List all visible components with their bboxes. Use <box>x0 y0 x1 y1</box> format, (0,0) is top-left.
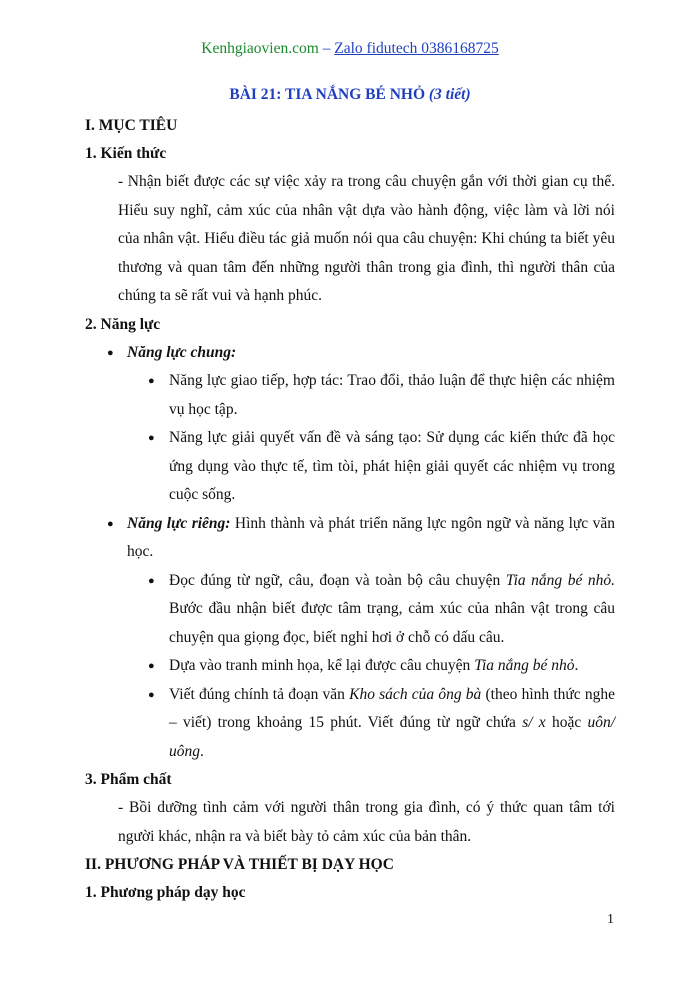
subheading-knowledge: 1. Kiến thức <box>85 145 167 162</box>
document-body <box>85 112 615 907</box>
spelling-pair: uôn/ uông <box>169 714 616 760</box>
bullet-icon: ● <box>107 346 114 359</box>
specific-item-text: Đọc đúng từ ngữ, câu, đoạn và toàn bộ câu chuyện <box>169 571 506 589</box>
bullet-icon: ● <box>148 574 155 587</box>
subheading-quality: 3. Phẩm chất <box>85 771 172 788</box>
list-item <box>148 567 615 653</box>
section-heading-objectives: I. MỤC TIÊU <box>85 117 178 134</box>
specific-competence-text: Hình thành và phát triển năng lực ngôn ngữ và năng lực văn học. <box>127 514 615 560</box>
list-item <box>107 510 615 767</box>
header-separator: – <box>318 40 335 57</box>
bullet-icon: ● <box>148 660 155 672</box>
lesson-title-main: BÀI 21: TIA NẮNG BÉ NHỎ <box>229 86 429 103</box>
page-number: 1 <box>607 912 614 927</box>
story-title: Tia nắng bé nhỏ <box>474 657 575 674</box>
specific-item-text: . <box>200 742 204 760</box>
site-name[interactable]: Kenhgiaovien.com <box>201 40 319 57</box>
list-item <box>148 367 615 424</box>
list-item <box>148 424 615 510</box>
specific-item-text: Dựa vào tranh minh họa, kể lại được câu chuyện <box>169 657 475 674</box>
bullet-icon: ● <box>148 688 155 701</box>
competence-list <box>85 339 615 767</box>
page-header <box>0 40 700 58</box>
subheading-teaching-methods: 1. Phương pháp dạy học <box>85 884 246 901</box>
section-heading-methods: II. PHƯƠNG PHÁP VÀ THIẾT BỊ DẠY HỌC <box>85 856 394 873</box>
general-competence-label: Năng lực chung: <box>127 343 237 361</box>
specific-item-text: . <box>574 657 579 674</box>
zalo-link[interactable]: Zalo fidutech 0386168725 <box>334 40 499 57</box>
specific-item-text: Viết đúng chính tả đoạn văn <box>169 685 350 703</box>
general-competence-list <box>127 367 615 510</box>
knowledge-paragraph: - Nhận biết được các sự việc xảy ra trong câu chuyện gắn với thời gian cụ thể. Hiểu suy nghĩ, cảm xúc của nhân vật dựa vào hành động, việc làm và lời nói của nhân vật. Hiểu điều tác giả muốn nói qua câu chuyện: Khi chúng ta biết yêu thương và quan tâm đến những người thân trong gia đình, thì người thân của chúng ta sẽ rất vui và hạnh phúc. <box>118 173 615 304</box>
bullet-icon: ● <box>148 432 155 444</box>
spelling-pair: s/ x <box>522 714 546 731</box>
bullet-icon: ● <box>148 375 155 387</box>
list-item <box>148 652 615 681</box>
general-item-text: Năng lực giải quyết vấn đề và sáng tạo: Sử dụng các kiến thức đã học ứng dụng vào thực tế, tìm tòi, phát hiện giải quyết các nhiệm vụ trong cuộc sống. <box>169 429 615 503</box>
specific-item-text: Bước đầu nhận biết được tâm trạng, cảm xúc của nhân vật trong câu chuyện qua giọng đọc, biết nghỉ hơi ở chỗ có dấu câu. <box>169 600 615 646</box>
list-item <box>148 681 615 767</box>
subheading-competence: 2. Năng lực <box>85 315 161 333</box>
general-item-text: Năng lực giao tiếp, hợp tác: Trao đổi, thảo luận để thực hiện các nhiệm vụ học tập. <box>169 372 615 418</box>
lesson-title-duration: (3 tiết) <box>428 86 471 103</box>
list-item <box>107 339 615 510</box>
specific-item-text: hoặc <box>545 714 588 731</box>
specific-item-text: (theo hình thức nghe – viết) trong khoảng 15 phút. Viết đúng từ ngữ chứa <box>169 685 615 731</box>
lesson-title <box>0 86 700 104</box>
bullet-icon: ● <box>107 517 114 530</box>
passage-title: Kho sách của ông bà <box>349 685 482 703</box>
specific-competence-list <box>127 567 615 767</box>
specific-competence-label: Năng lực riêng: <box>127 514 231 532</box>
quality-paragraph: - Bồi dưỡng tình cảm với người thân trong gia đình, có ý thức quan tâm tới người khác, nhận ra và biết bày tỏ cảm xúc của bản thân. <box>118 799 615 845</box>
story-title: Tia nắng bé nhỏ. <box>505 571 615 589</box>
